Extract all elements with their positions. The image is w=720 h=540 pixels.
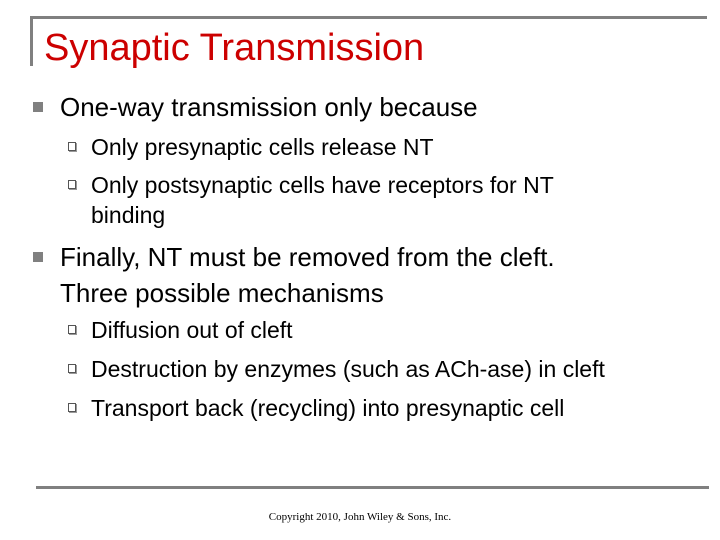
- bullet-1-text: One-way transmission only because: [60, 92, 478, 122]
- bullet-2-text-line-1: Finally, NT must be removed from the cleft.: [60, 242, 555, 272]
- square-bullet-icon: [33, 102, 43, 112]
- hollow-square-bullet-icon: [68, 180, 76, 189]
- sub-bullet-2-1: Diffusion out of cleft: [91, 317, 293, 343]
- hollow-square-bullet-icon: [68, 364, 76, 373]
- sub-bullet-2-2: Destruction by enzymes (such as ACh-ase) in cleft: [91, 356, 605, 382]
- hollow-square-bullet-icon: [68, 142, 76, 151]
- square-bullet-icon: [33, 252, 43, 262]
- footer-rule: [36, 486, 709, 489]
- hollow-square-bullet-icon: [68, 325, 76, 334]
- bullet-2-text-line-2: Three possible mechanisms: [60, 278, 384, 308]
- title-rule-left: [30, 16, 33, 66]
- sub-bullet-1-2-continuation: binding: [91, 202, 166, 228]
- sub-bullet-2-3: Transport back (recycling) into presynaptic cell: [91, 395, 565, 421]
- hollow-square-bullet-icon: [68, 403, 76, 412]
- slide-title: Synaptic Transmission: [44, 27, 425, 69]
- sub-bullet-1-2: Only postsynaptic cells have receptors for NT: [91, 172, 554, 198]
- title-rule-top: [30, 16, 707, 19]
- sub-bullet-1-1: Only presynaptic cells release NT: [91, 134, 434, 160]
- copyright-footer: Copyright 2010, John Wiley & Sons, Inc.: [268, 511, 452, 523]
